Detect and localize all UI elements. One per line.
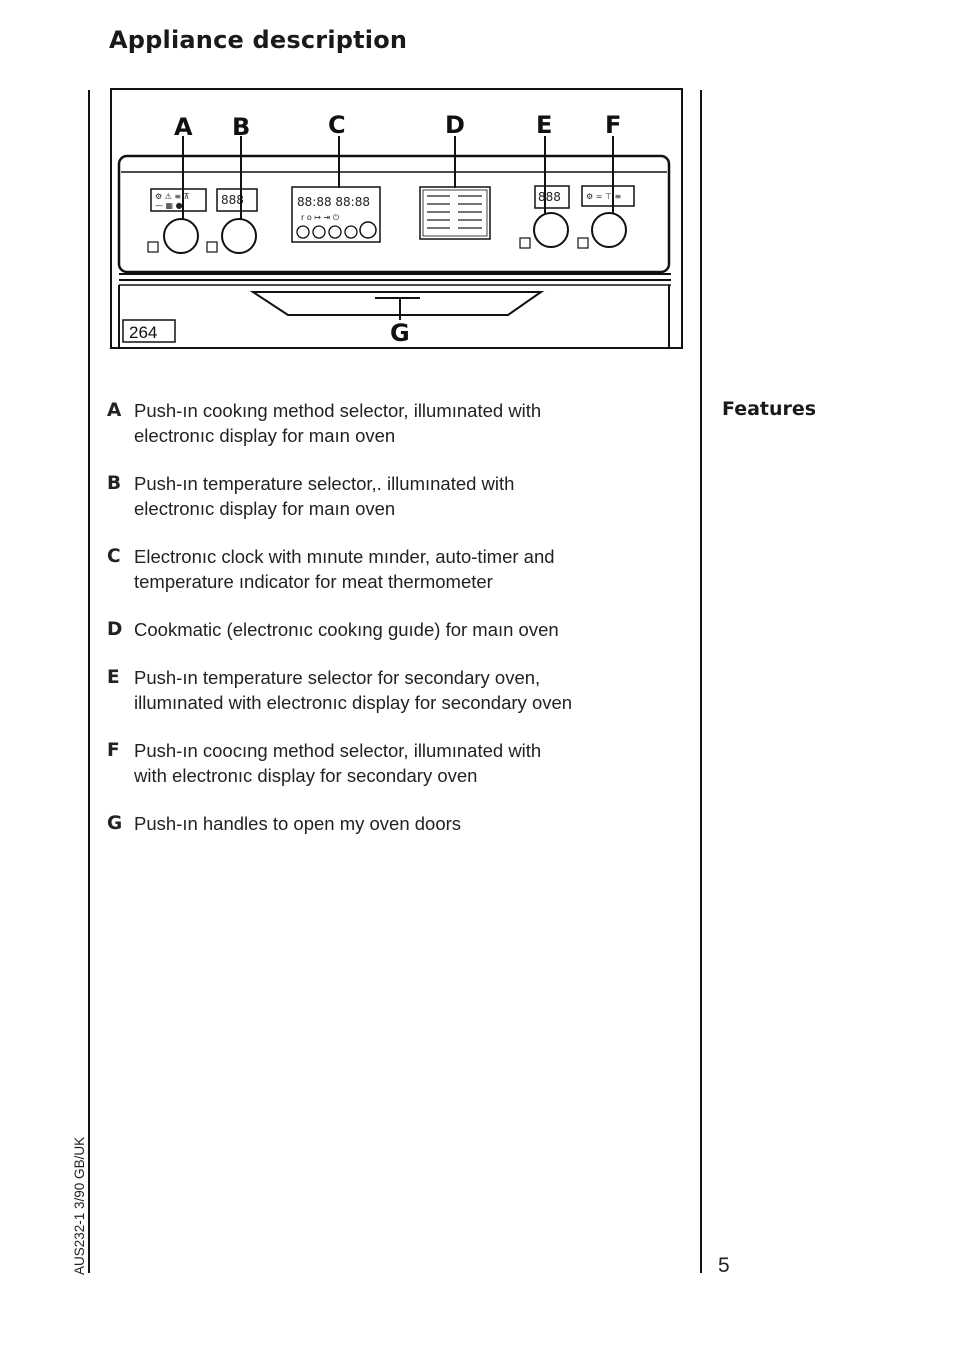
list-item [107,617,667,642]
item-letter: F [107,740,120,761]
left-margin-rule [88,90,90,1273]
list-item [107,398,667,448]
item-text: Electronıc clock with mınute mınder, auto-timer and temperature ındicator for meat thermometer [134,546,555,592]
svg-text:888: 888 [538,190,561,204]
callout-e: E [536,111,553,139]
item-text: Push-ın temperature selector,. illumınated with electronıc display for maın oven [134,473,515,519]
svg-text:— ▦ ●: — ▦ ● [155,201,183,210]
document-code: AUS232-1 3/90 GB/UK [72,1136,87,1275]
callout-f: F [605,111,622,139]
page-title: Appliance description [109,26,408,54]
page-number: 5 [718,1254,730,1277]
item-letter: E [107,667,120,688]
appliance-diagram [110,88,684,350]
callout-d: D [445,111,465,139]
item-letter: G [107,813,123,834]
cookmatic-panel [420,187,490,239]
callout-b: B [232,113,251,141]
right-column-rule [700,90,702,1273]
model-badge: 264 [129,323,158,342]
list-item [107,544,667,594]
list-item [107,738,667,788]
svg-text:⚙ ⚠ ≡ ⊼: ⚙ ⚠ ≡ ⊼ [155,192,190,201]
main-oven-temp-knob [222,219,256,253]
item-letter: D [107,619,123,640]
description-list [107,398,667,859]
svg-text:88:88 88:88: 88:88 88:88 [297,195,370,209]
svg-text:888: 888 [221,193,244,207]
svg-text:⚙ = ⊤ ≡: ⚙ = ⊤ ≡ [586,192,622,201]
callout-g: G [390,319,410,347]
list-item [107,471,667,521]
list-item [107,665,667,715]
item-letter: C [107,546,121,567]
item-text: Push-ın coocıng method selector, illumınated with with electronıc display for secondary oven [134,740,542,786]
item-letter: B [107,473,122,494]
item-text: Push-ın cookıng method selector, illumınated with electronıc display for maın oven [134,400,542,446]
item-text: Push-ın temperature selector for secondary oven, illumınated with electronıc display for secondary oven [134,667,573,713]
list-item [107,811,667,836]
callout-c: C [328,111,346,139]
callout-a: A [174,113,193,141]
main-oven-method-knob [164,219,198,253]
door-handle [253,292,541,315]
item-letter: A [107,400,122,421]
features-heading: Features [722,398,817,420]
item-text: Push-ın handles to open my oven doors [134,813,462,834]
secondary-oven-temp-knob [534,213,568,247]
secondary-oven-method-knob [592,213,626,247]
svg-text:r o ↦ ⇥ ⏻: r o ↦ ⇥ ⏻ [301,213,340,222]
item-text: Cookmatic (electronıc cookıng guıde) for maın oven [134,619,559,640]
